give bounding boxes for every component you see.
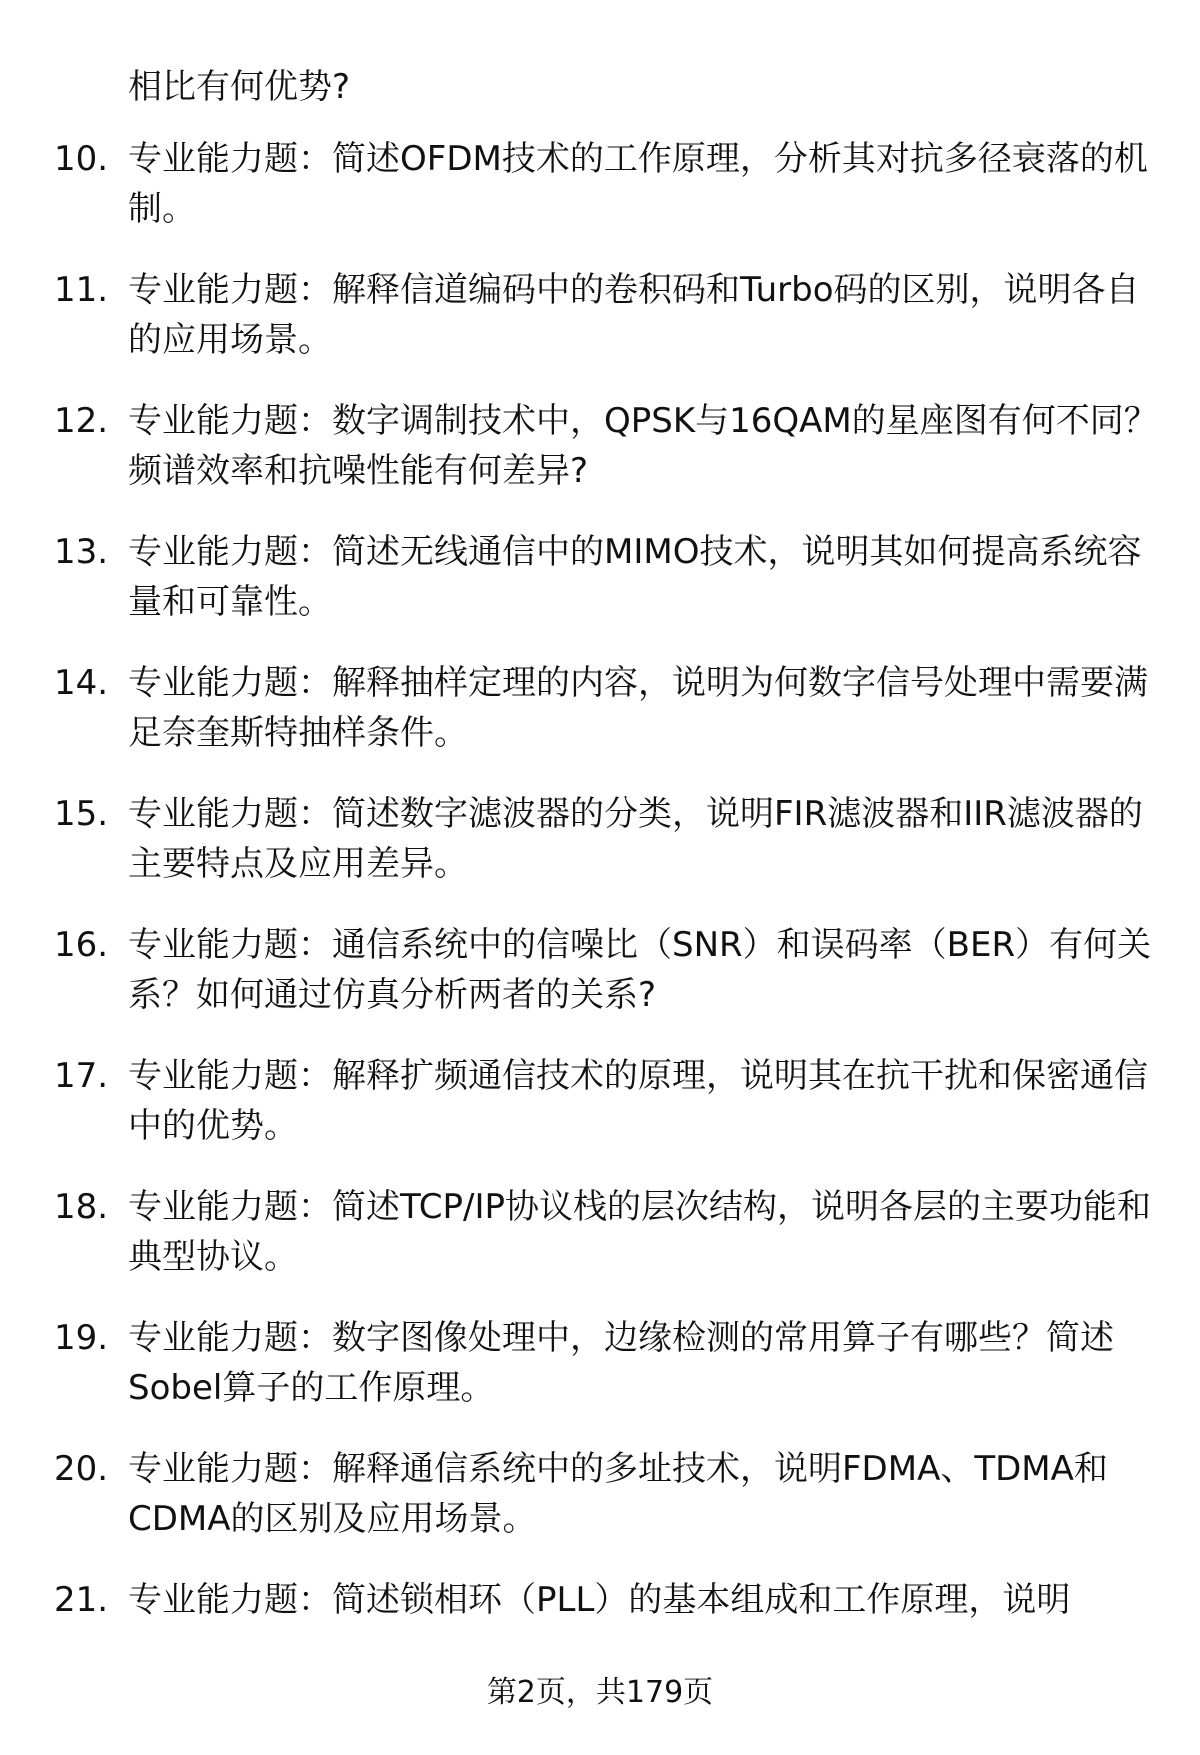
question-number: 21. (54, 1580, 109, 1620)
list-item (0, 527, 1200, 658)
question-number: 13. (54, 532, 109, 572)
question-text: 专业能力题：简述OFDM技术的工作原理，分析其对抗多径衰落的机制。 (128, 139, 1148, 229)
question-text: 专业能力题：简述锁相环（PLL）的基本组成和工作原理，说明 (128, 1580, 1071, 1620)
question-text: 专业能力题：通信系统中的信噪比（SNR）和误码率（BER）有何关系？如何通过仿真分析两者的关系? (128, 925, 1152, 1015)
question-number: 19. (54, 1318, 109, 1358)
list-item (0, 789, 1200, 920)
list-item (0, 658, 1200, 789)
list-item (0, 1051, 1200, 1182)
question-text: 专业能力题：解释扩频通信技术的原理，说明其在抗干扰和保密通信中的优势。 (128, 1056, 1148, 1146)
question-number: 11. (54, 270, 109, 310)
list-item (0, 134, 1200, 265)
page-footer: 第2页，共179页 (486, 1675, 714, 1710)
list-item (0, 1313, 1200, 1444)
list-item (0, 1444, 1200, 1575)
question-text: 专业能力题：简述TCP/IP协议栈的层次结构，说明各层的主要功能和典型协议。 (128, 1187, 1152, 1277)
continuation-text: 相比有何优势? (128, 67, 351, 107)
question-text: 专业能力题：解释抽样定理的内容，说明为何数字信号处理中需要满足奈奎斯特抽样条件。 (128, 663, 1148, 753)
question-text: 专业能力题：数字调制技术中，QPSK与16QAM的星座图有何不同？频谱效率和抗噪性能有何差异? (128, 401, 1158, 491)
question-number: 14. (54, 663, 109, 703)
question-number: 20. (54, 1449, 109, 1489)
question-list (0, 134, 1200, 1706)
question-number: 10. (54, 139, 109, 179)
question-text: 专业能力题：解释信道编码中的卷积码和Turbo码的区别，说明各自的应用场景。 (128, 270, 1140, 360)
list-item (0, 920, 1200, 1051)
question-text: 专业能力题：简述数字滤波器的分类，说明FIR滤波器和IIR滤波器的主要特点及应用差异。 (128, 794, 1143, 884)
question-text: 专业能力题：数字图像处理中，边缘检测的常用算子有哪些？简述Sobel算子的工作原理。 (128, 1318, 1114, 1408)
question-text: 专业能力题：简述无线通信中的MIMO技术，说明其如何提高系统容量和可靠性。 (128, 532, 1142, 622)
question-number: 17. (54, 1056, 109, 1096)
list-item (0, 265, 1200, 396)
question-text: 专业能力题：解释通信系统中的多址技术，说明FDMA、TDMA和CDMA的区别及应用场景。 (128, 1449, 1108, 1539)
question-number: 12. (54, 401, 109, 441)
list-item (0, 1182, 1200, 1313)
list-item (0, 396, 1200, 527)
question-number: 15. (54, 794, 109, 834)
question-number: 18. (54, 1187, 109, 1227)
question-number: 16. (54, 925, 109, 965)
